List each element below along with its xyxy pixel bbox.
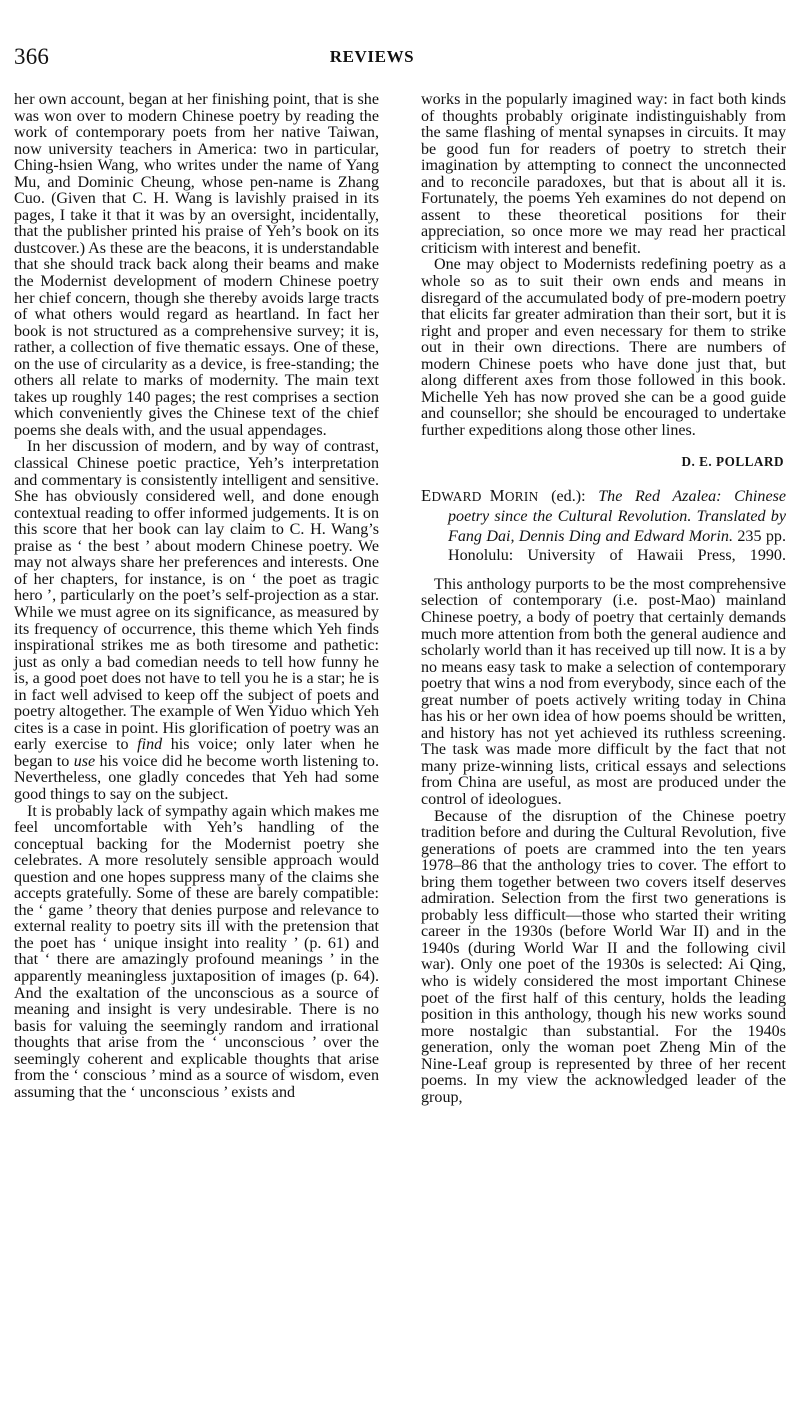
running-head (14, 44, 786, 70)
paragraph: It is probably lack of sympathy again which makes me feel uncomfortable with Yeh’s handling of the conceptual backing for the Modernist poetry she celebrates. A more resolutely sensible approach would question and one hopes suppress many of the claims she accepts gratefully. Some of these are barely compatible: the ‘ game ’ theory that denies purpose and relevance to external reality to poetry sits ill with the pretension that the poet has ‘ unique insight into reality ’ (p. 61) and that ‘ there are amazingly profound meanings ’ in the apparently meaningless juxtaposition of images (p. 64). And the exaltation of the unconscious as a source of meaning and insight is very undesirable. There is no basis for valuing the seemingly random and irrational thoughts that arise from the ‘ unconscious ’ over the seemingly coherent and explicable thoughts that arise from the ‘ conscious ’ mind as a source of wisdom, even assuming that the ‘ unconscious ’ exists and (14, 802, 379, 1101)
citation-title: The Red Azalea: Chinese poetry since the Cultural Revolution. Translated by Fang Dai, Dennis Ding and Edward Morin. (448, 488, 786, 545)
citation-author-first-name: EDWARD (421, 486, 482, 506)
running-head-title: REVIEWS (329, 47, 415, 66)
emphasised-word: use (73, 752, 96, 770)
page-number: 366 (14, 44, 50, 69)
paragraph: works in the popularly imagined way: in fact both kinds of thoughts probably originate indistinguishably from the same flashing of mental synapses in circuits. It may be good fun for readers of poetry to stretch their imagination by attempting to connect the unconnected and to reconcile paradoxes, but that is about all it is. Fortunately, the poems Yeh examines do not depend on assent to these theoretical positions for their appreciation, so once more we may read her practical criticism with interest and benefit. (421, 91, 786, 257)
citation-imprint: 235 pp. Honolulu: University of Hawaii Press, 1990. (448, 527, 787, 565)
paragraph: Because of the disruption of the Chinese poetry tradition before and during the Cultural Revolution, five generations of poets are crammed into the ten years 1978–86 that the anthology tries to cover. The effort to bring them together between two covers itself deserves admiration. Selection from the first two generations is probably less difficult—those who started their writing career in the 1930s (before World War II) and in the 1940s (during World War II and the following civil war). Only one poet of the 1930s is selected: Ai Qing, who is widely considered the most important Chinese poet of the first half of this century, holds the leading position in this anthology, though his new works sound more nostalgic than substantial. For the 1940s generation, only the woman poet Zheng Min of the Nine-Leaf group is represented by three of her recent poems. In my view the acknowledged leader of the group, (421, 807, 786, 1106)
paragraph: One may object to Modernists redefining poetry as a whole so as to suit their own ends and means in disregard of the accumulated body of pre-modern poetry that elicits far greater admiration than their sort, but it is right and proper and even necessary for them to strike out in their own directions. There are numbers of modern Chinese poets who have done just that, but along different axes from those followed in this book. Michelle Yeh has now proved she can be a good guide and counsellor; she should be encouraged to undertake further expeditions along those other lines. (421, 256, 786, 439)
citation-author-surname: MORIN (489, 486, 539, 506)
paragraph: In her discussion of modern, and by way of contrast, classical Chinese poetic practice, Yeh’s interpretation and commentary is consistently intelligent and sensitive. She has obviously considered well, and done enough contextual reading to offer informed judgements. It is on this score that her book can lay claim to C. H. Wang’s praise as ‘ the best ’ about modern Chinese poetry. We may not always share her preferences and interests. One of her chapters, for instance, is on ‘ the poet as tragic hero ’, particularly on the poet’s self-projection as a star. While we must agree on its significance, as measured by its frequency of occurrence, this theme which Yeh finds inspirational strikes me as both tiresome and pathetic: just as only a bad comedian needs to tell how funny he is, a good poet does not have to tell you he is a star; he is in fact well advised to keep off the subject of poets and poetry altogether. The example of Wen Yiduo which Yeh cites is a case in point. His glorification of poetry was an early exercise to find his voice; only later when he began to use his voice did he become worth listening to. Nevertheless, one gladly concedes that Yeh had some good things to say on the subject. (14, 438, 380, 803)
left-column (14, 92, 379, 1101)
right-column (421, 92, 786, 1106)
book-citation-heading: EDWARD MORIN (ed.): The Red Azalea: Chinese poetry since the Cultural Revolution. Translated by Fang Dai, Dennis Ding and Edward Morin. 235 pp. Honolulu: University of Hawaii Press, 1990. (421, 486, 787, 565)
paragraph: her own account, began at her finishing point, that is she was won over to modern Chinese poetry by reading the work of contemporary poets from her native Taiwan, now university teachers in America: two in particular, Ching-hsien Wang, who writes under the name of Yang Mu, and Dominic Cheung, whose pen-name is Zhang Cuo. (Given that C. H. Wang is lavishly praised in its pages, I take it that it was by an oversight, incidentally, that the publisher printed his praise of Yeh’s book on its dustcover.) As these are the beacons, it is understandable that she should track back along their beams and make the Modernist development of modern Chinese poetry her chief concern, though she thereby avoids large tracts of what others would regard as heartland. In fact her book is not structured as a comprehensive survey; it is, rather, a collection of five thematic essays. One of these, on the use of circularity as a device, is free-standing; the others all relate to marks of modernity. The main text takes up roughly 140 pages; the rest comprises a section which conveniently gives the Chinese text of the chief poems she deals with, and the usual appendages. (14, 91, 379, 439)
emphasised-word: find (137, 736, 163, 754)
paragraph: This anthology purports to be the most comprehensive selection of contemporary (i.e. post-Mao) mainland Chinese poetry, a body of poetry that certainly demands much more attention from both the general audience and scholarly world than it has received up till now. It is a by no means easy task to make a selection of contemporary poetry that wins a nod from everybody, since each of the great number of poets actively writing today in China has his or her own idea of how poems should be written, and history has not yet achieved its ruthless screening. The task was made more difficult by the fact that not many prize-winning lists, critical essays and selections from China are useful, as most are produced under the control of ideologues. (421, 575, 786, 808)
reviewer-signature: D. E. POLLARD (681, 454, 784, 470)
